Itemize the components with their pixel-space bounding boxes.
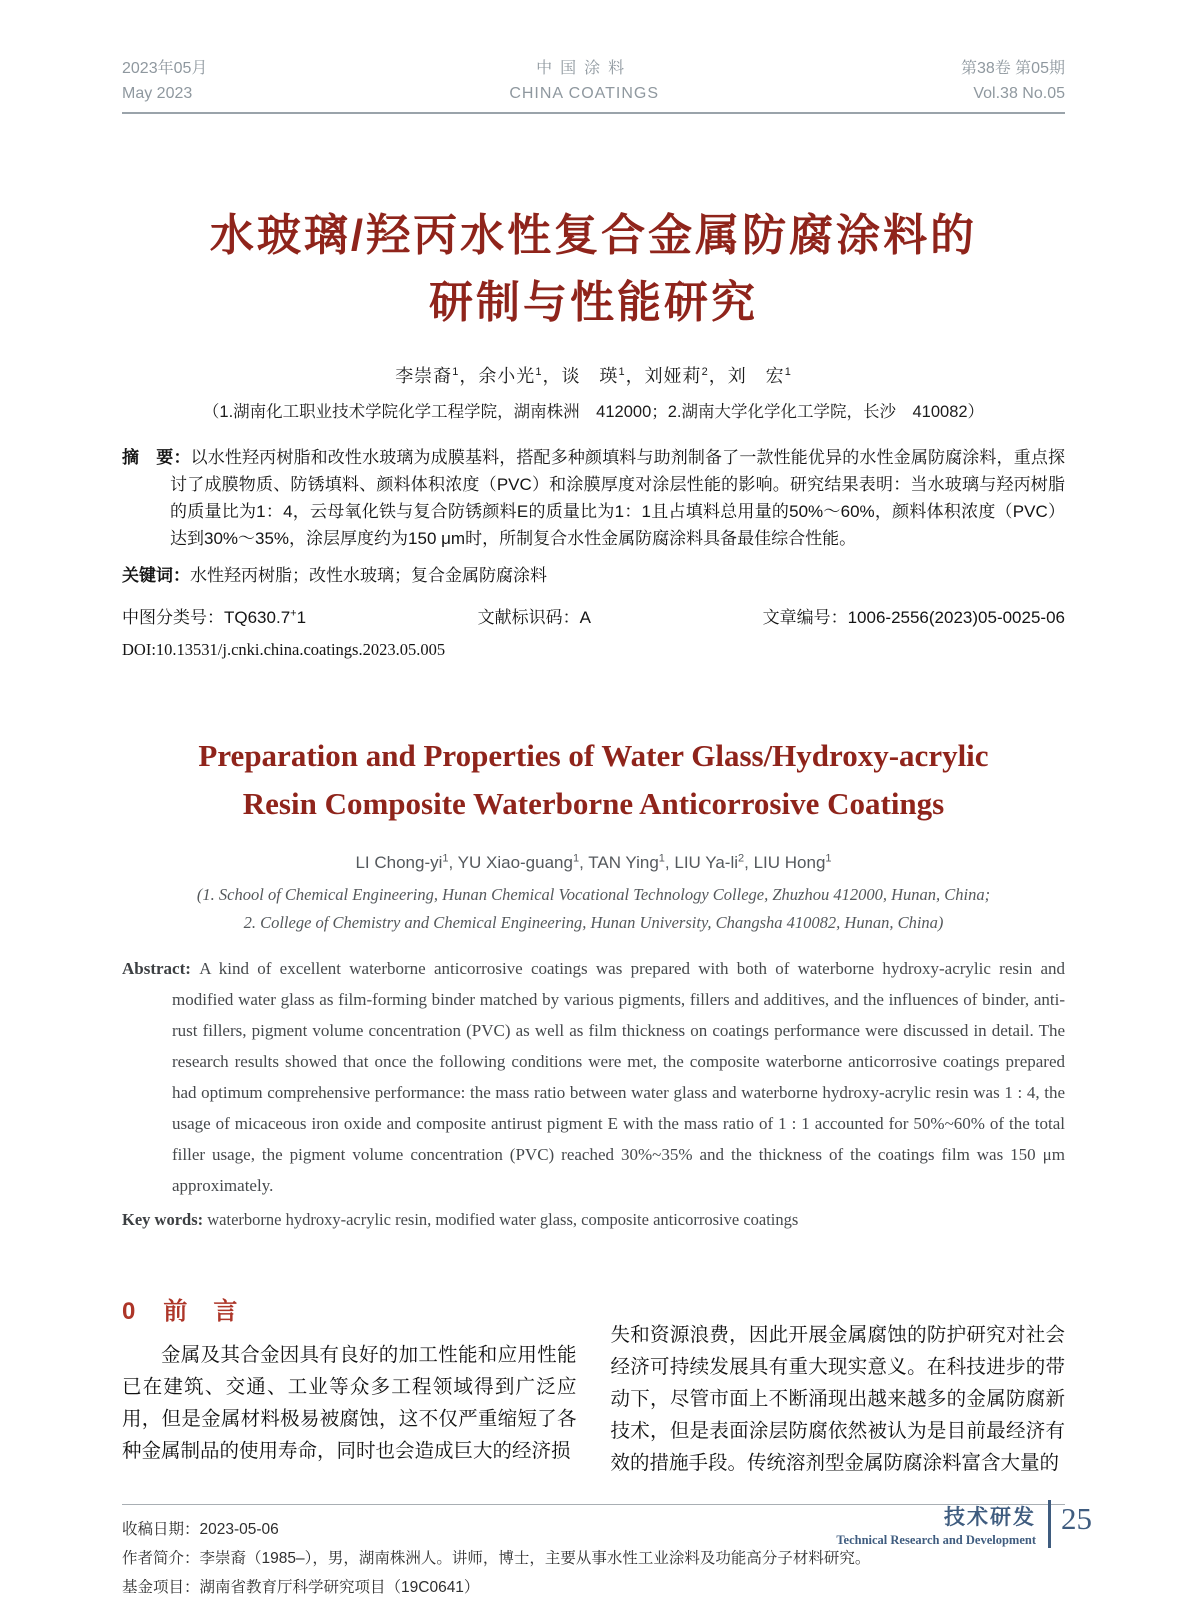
keywords-en — [122, 1205, 1065, 1235]
title-en-line1: Preparation and Properties of Water Glass/Hydroxy-acrylic — [198, 738, 989, 773]
affiliation-en-line2: 2. College of Chemistry and Chemical Engineering, Hunan University, Changsha 410082, Hunan, China) — [243, 912, 944, 932]
journal-header — [122, 0, 1065, 106]
abstract-text-cn: 以水性羟丙树脂和改性水玻璃为成膜基料，搭配多种颜填料与助剂制备了一款性能优异的水性金属防腐涂料，重点探讨了成膜物质、防锈填料、颜料体积浓度（PVC）和涂膜厚度对涂层性能的影响。研究结果表明：当水玻璃与羟丙树脂的质量比为1：4，云母氧化铁与复合防锈颜料E的质量比为1：1且占填料总用量的50%～60%，颜料体积浓度（PVC）达到30%～35%，涂层厚度约为150 μm时，所制复合水性金属防腐涂料具备最佳综合性能。 — [170, 448, 1065, 548]
document-code: 文献标识码：A — [477, 608, 591, 627]
title-en-line2: Resin Composite Waterborne Anticorrosive Coatings — [242, 786, 945, 821]
header-divider — [122, 112, 1065, 114]
keywords-text-en: waterborne hydroxy-acrylic resin, modified water glass, composite anticorrosive coatings — [207, 1209, 799, 1229]
page-footer — [836, 1500, 1092, 1548]
author-en: LI Chong-$yi^1$, — [355, 852, 458, 872]
clc-number: 中图分类号：TQ630.7+1 — [122, 607, 307, 627]
abstract-cn — [122, 444, 1065, 552]
intro-column-right — [611, 1291, 1066, 1480]
section-number: 0 — [122, 1297, 138, 1325]
column-label-cn: 技术研发 — [944, 1505, 1036, 1529]
author-cn: 刘娅莉$^2$， — [644, 366, 728, 386]
doi: DOI:10.13531/j.cnki.china.coatings.2023.05.005 — [122, 640, 446, 659]
intro-paragraph-right: 失和资源浪费，因此开展金属腐蚀的防护研究对社会经济可持续发展具有重大现实意义。在科技进步的带动下，尽管市面上不断涌现出越来越多的金属防腐新技术，但是表面涂层防腐依然被认为是目前最经济有效的措施手段。传统溶剂型金属防腐涂料富含大量的 — [610, 1324, 1065, 1474]
footer-divider-bar — [1048, 1500, 1051, 1548]
section-heading-intro — [122, 1291, 577, 1326]
author-cn: 余小光$^1$， — [478, 366, 562, 386]
footnote-received-date: 收稿日期：2023-05-06 — [122, 1520, 279, 1538]
header-date-cn: 2023年05月 — [122, 60, 208, 77]
column-label — [836, 1501, 1036, 1548]
intro-column-left — [122, 1291, 577, 1480]
article-title-en — [122, 732, 1065, 828]
header-issue-date — [122, 56, 207, 106]
footnote-author-bio: 作者简介：李崇裔（1985–），男，湖南株洲人。讲师，博士，主要从事水性工业涂料及功能高分子材料研究。 — [122, 1549, 871, 1567]
header-volume-issue — [961, 56, 1065, 106]
footnote-fund-project: 基金项目：湖南省教育厅科学研究项目（19C0641） — [122, 1578, 480, 1596]
keywords-text-cn: 水性羟丙树脂；改性水玻璃；复合金属防腐涂料 — [190, 566, 547, 585]
intro-paragraph-left: 金属及其合金因具有良好的加工性能和应用性能已在建筑、交通、工业等众多工程领域得到广泛应用，但是金属材料极易被腐蚀，这不仅严重缩短了各种金属制品的使用寿命，同时也会造成巨大的经济损 — [122, 1344, 577, 1462]
meta-row — [122, 603, 1065, 628]
keywords-cn — [122, 562, 1065, 589]
author-en: YU Xiao-guang$^1$, — [457, 852, 589, 872]
author-en: LIU $Ya-li^2$, — [674, 852, 754, 872]
author-cn: 李崇裔$^1$， — [395, 366, 479, 386]
author-cn: 刘 宏$^1$ — [727, 366, 792, 386]
abstract-text-en: A kind of excellent waterborne anticorrosive coatings was prepared with both of waterborne hydroxy-acrylic resin and modified water glass as film-forming binder matched by various pigments, fillers and additives, and the influences of binder, anti-rust fillers, pigment volume concentration (PVC) as well as film thickness on coatings performance were discussed in detail. The research results showed that once the following conditions were met, the composite waterborne anticorrosive coatings prepared had optimum comprehensive performance: the mass ratio between water glass and waterborne hydroxy-acrylic resin was 1 : 4, the usage of micaceous iron oxide and composite antirust pigment E with the mass ratio of 1 : 1 accounted for 50%~60% of the total filler usage, the pigment volume concentration (PVC) reached 30%~35% and the thickness of the coatings film was 150 μm approximately. — [172, 958, 1066, 1195]
affiliation-en-line1: (1. School of Chemical Engineering, Hunan Chemical Vocational Technology College, Zhuzhou 412000, Hunan, China; — [196, 884, 991, 904]
keywords-label-en: Key words: — [122, 1209, 204, 1229]
section-title: 前言 — [163, 1297, 264, 1325]
volume-issue-cn: 第38卷 第05期 — [960, 60, 1065, 77]
author-en: LIU Hong$^1$ — [753, 852, 832, 872]
journal-name-en: CHINA COATINGS — [509, 85, 660, 102]
journal-name-cn: 中国涂料 — [536, 60, 633, 77]
abstract-en — [122, 953, 1065, 1201]
article-title-cn — [122, 202, 1065, 336]
author-en: TAN Ying$^1$, — [588, 852, 675, 872]
page-number: 25 — [1061, 1501, 1092, 1536]
authors-cn — [122, 362, 1065, 388]
affiliation-cn: （1.湖南化工职业技术学院化学工程学院，湖南株洲 412000；2.湖南大学化学化工学院，长沙 410082） — [202, 403, 985, 421]
keywords-label-cn: 关键词： — [122, 566, 190, 585]
header-journal-name — [509, 56, 659, 106]
authors-en — [122, 852, 1065, 873]
title-cn-line1: 水玻璃/羟丙水性复合金属防腐涂料的 — [209, 211, 978, 260]
article-id: 文章编号：1006-2556(2023)05-0025-06 — [762, 608, 1065, 627]
abstract-label-cn: 摘 要： — [122, 448, 191, 467]
title-cn-line2: 研制与性能研究 — [429, 278, 758, 327]
header-date-en: May 2023 — [122, 85, 193, 102]
affiliation-en — [122, 881, 1065, 937]
column-label-en: Technical Research and Development — [836, 1532, 1036, 1547]
intro-columns — [122, 1291, 1065, 1480]
volume-issue-en: Vol.38 No.05 — [973, 85, 1065, 102]
abstract-label-en: Abstract: — [122, 958, 191, 978]
author-cn: 谈 瑛$^1$， — [561, 366, 645, 386]
